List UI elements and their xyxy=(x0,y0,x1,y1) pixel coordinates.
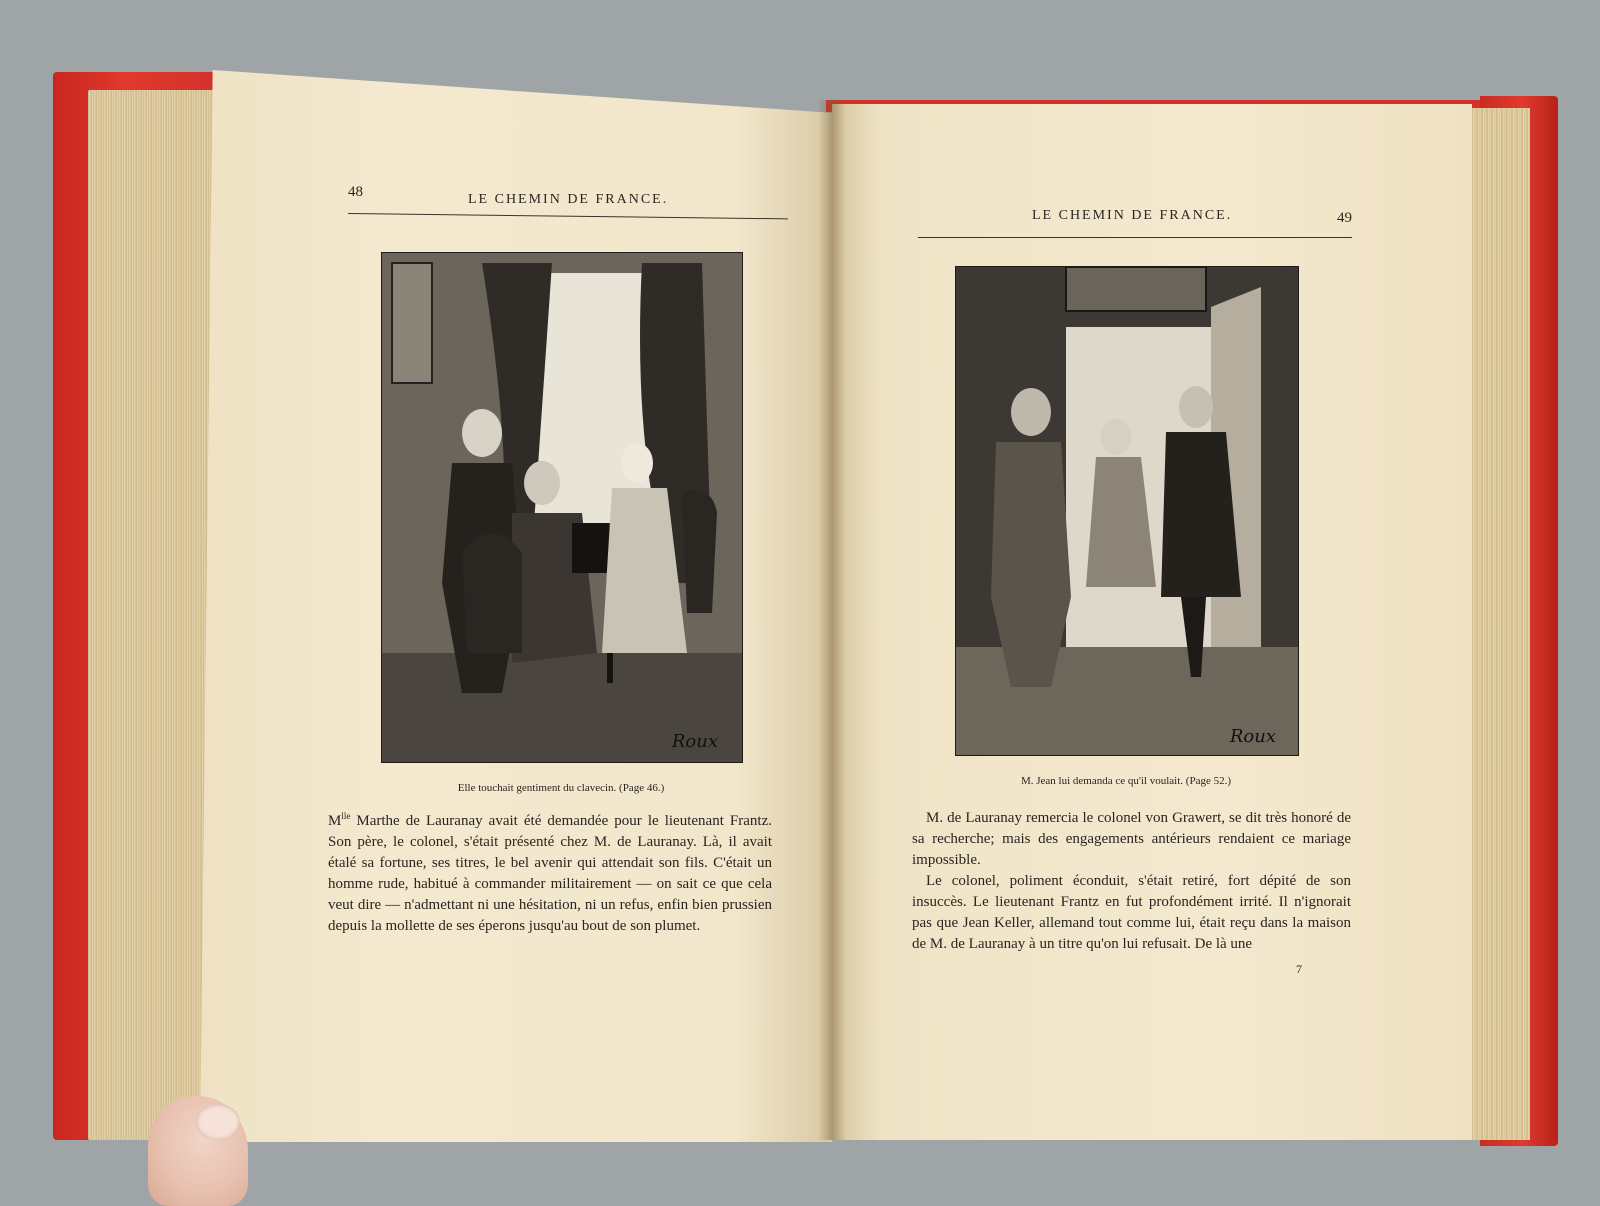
paragraph-text: Marthe de Lauranay avait été demandée pour le lieutenant Frantz. Son père, le colonel, s'était présenté chez M. de Lauranay. Là, il avait étalé sa fortune, ses titres, le bel avenir qui attendait son fils. C'était un homme rude, habitué à commander militairement — on sait ce que cela veut dire — n'admettant ni une hésitation, ni un refus, enfin bien prussien depuis la mollette de ses éperons jusqu'au bout de son plumet. xyxy=(328,813,772,934)
right-illustration-caption: M. Jean lui demanda ce qu'il voulait. (Page 52.) xyxy=(1020,775,1231,787)
signature-mark: 7 xyxy=(1296,962,1302,976)
right-running-head: LE CHEMIN DE FRANCE. xyxy=(1032,208,1233,223)
left-illustration-signature: Roux xyxy=(671,731,718,752)
thumb-nail xyxy=(196,1104,240,1140)
right-illustration-signature: Roux xyxy=(1229,726,1276,747)
right-page-number: 49 xyxy=(1337,210,1352,226)
left-page-number: 48 xyxy=(348,184,363,200)
left-running-head: LE CHEMIN DE FRANCE. xyxy=(468,192,669,207)
book-gutter xyxy=(818,100,846,1140)
right-body-paragraph-1: M. de Lauranay remercia le colonel von Grawert, se dit très honoré de sa recherche; mais des engagements antérieurs rendaient ce mariage impossible. xyxy=(912,810,1351,868)
left-body-paragraph xyxy=(328,806,772,937)
right-header-rule xyxy=(918,237,1352,238)
harpsichord-scene-image xyxy=(382,253,742,762)
left-illustration-caption: Elle touchait gentiment du clavecin. (Page 46.) xyxy=(457,782,665,794)
doorway-scene-image xyxy=(956,267,1298,755)
paragraph-initial: M xyxy=(328,813,342,829)
paragraph-initial-superscript: lle xyxy=(341,811,351,821)
left-illustration xyxy=(381,252,743,763)
right-body-paragraph-2: Le colonel, poliment éconduit, s'était retiré, fort dépité de son insuccès. Le lieutenant Frantz en fut profondément irrité. Il n'ignorait pas que Jean Keller, allemand tout comme lui, était reçu dans la maison de M. de Lauranay à un titre qu'on lui refusait. De là une xyxy=(912,873,1351,952)
left-page-edges xyxy=(88,90,218,1140)
right-illustration xyxy=(955,266,1299,756)
